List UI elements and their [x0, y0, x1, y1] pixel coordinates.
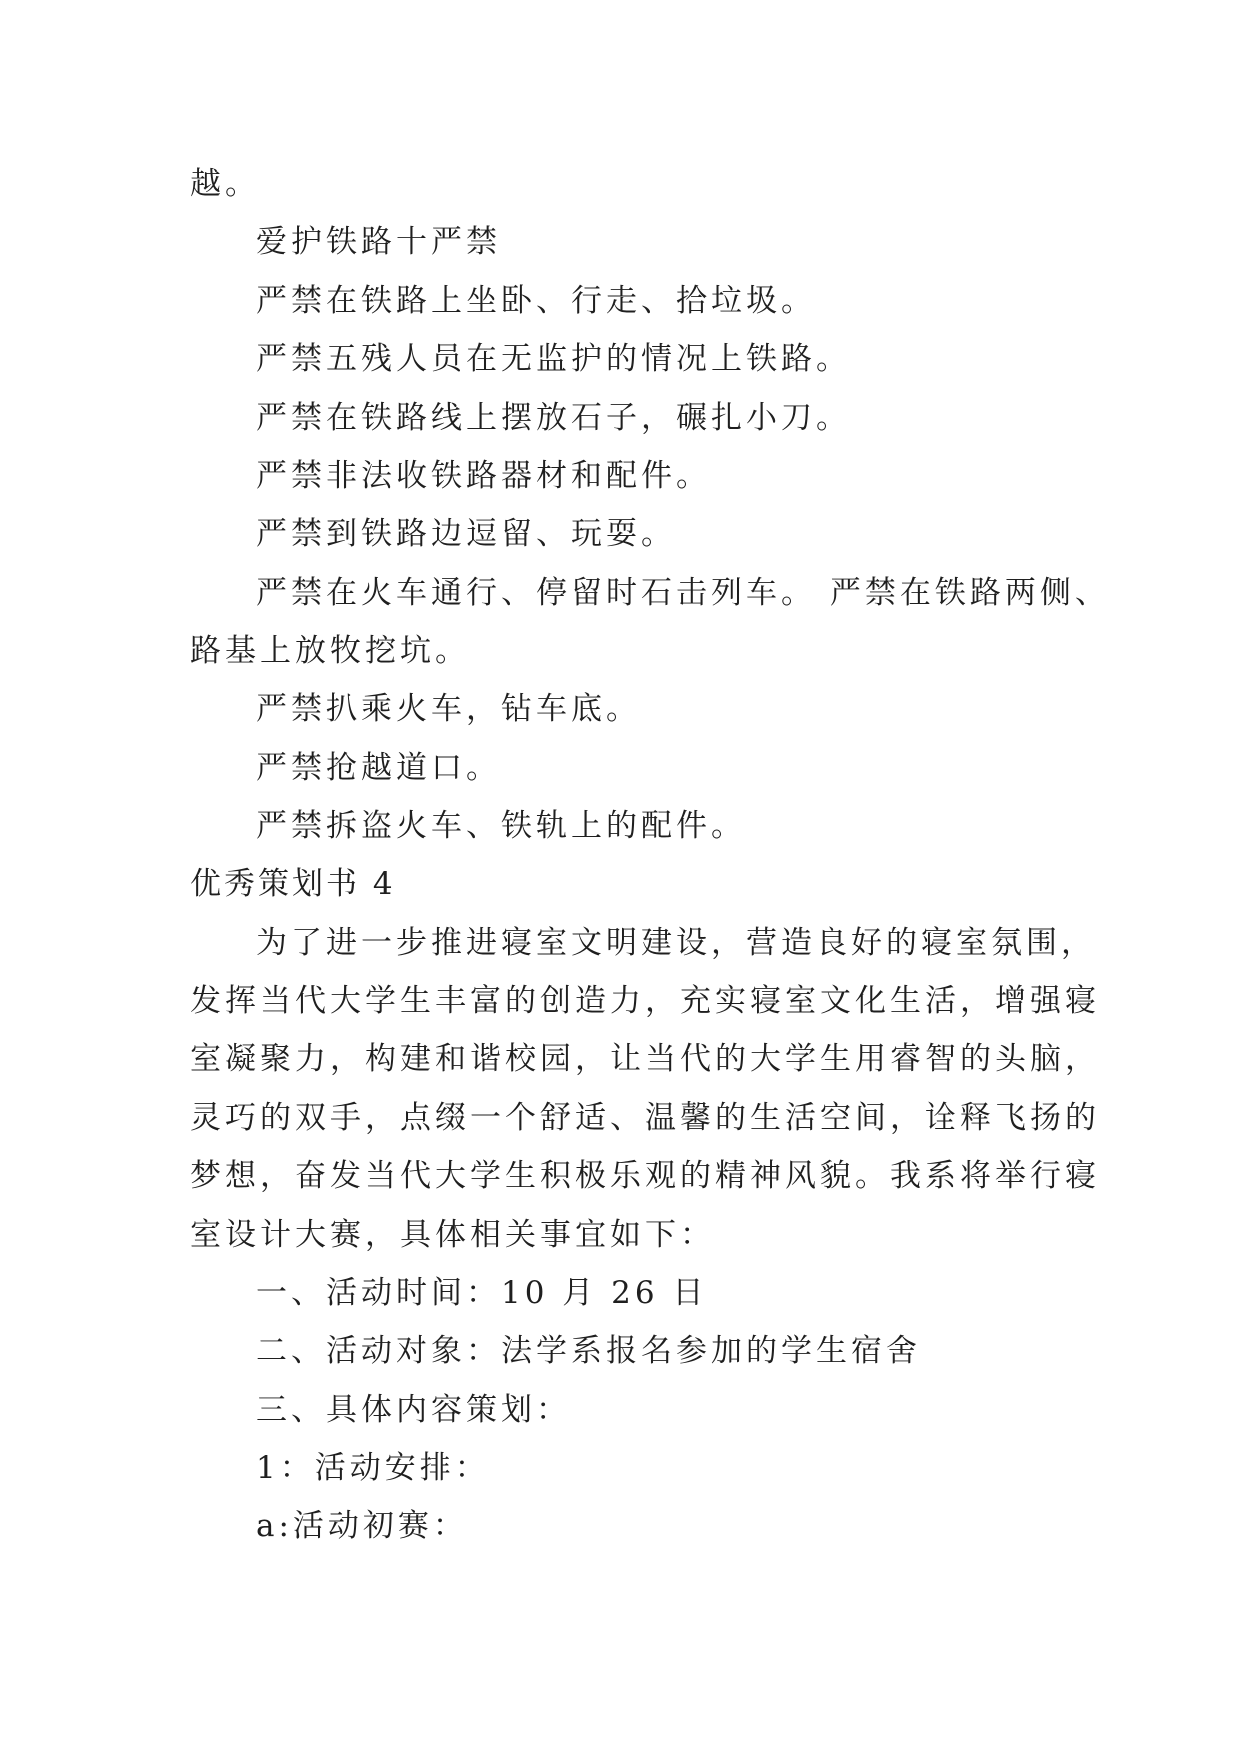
section-title-railway-rules: 爱护铁路十严禁 — [256, 224, 501, 260]
section-heading: 优秀策划书 4 — [190, 866, 396, 902]
text-line-continuation: 越。 — [190, 166, 260, 202]
rule-line: 严禁非法收铁路器材和配件。 — [256, 458, 711, 494]
rule-line: 严禁扒乘火车，钻车底。 — [256, 691, 641, 727]
list-item: 一、活动时间：10 月 26 日 — [256, 1275, 708, 1311]
rule-line: 严禁五残人员在无监护的情况上铁路。 — [256, 341, 851, 377]
rule-line: 严禁到铁路边逗留、玩耍。 — [256, 516, 676, 552]
paragraph-line: 梦想，奋发当代大学生积极乐观的精神风貌。我系将举行寝 — [190, 1158, 1100, 1194]
paragraph-line: 发挥当代大学生丰富的创造力，充实寝室文化生活，增强寝 — [190, 983, 1100, 1019]
paragraph-line: 室设计大赛，具体相关事宜如下： — [190, 1217, 715, 1253]
rule-line: 严禁在铁路线上摆放石子，碾扎小刀。 — [256, 400, 851, 436]
list-item: 三、具体内容策划： — [256, 1392, 571, 1428]
list-item: a:活动初赛： — [256, 1508, 468, 1544]
rule-line: 严禁拆盗火车、铁轨上的配件。 — [256, 808, 746, 844]
paragraph-line: 为了进一步推进寝室文明建设，营造良好的寝室氛围， — [256, 925, 1096, 961]
rule-line-continuation: 路基上放牧挖坑。 — [190, 633, 470, 669]
rule-line: 严禁抢越道口。 — [256, 750, 501, 786]
paragraph-line: 室凝聚力，构建和谐校园，让当代的大学生用睿智的头脑， — [190, 1041, 1100, 1077]
paragraph-line: 灵巧的双手，点缀一个舒适、温馨的生活空间，诠释飞扬的 — [190, 1100, 1100, 1136]
rule-line: 严禁在铁路上坐卧、行走、拾垃圾。 — [256, 283, 816, 319]
list-item: 二、活动对象：法学系报名参加的学生宿舍 — [256, 1333, 921, 1369]
rule-line: 严禁在火车通行、停留时石击列车。 严禁在铁路两侧、 — [256, 575, 1110, 611]
list-item: 1：活动安排： — [256, 1450, 490, 1486]
